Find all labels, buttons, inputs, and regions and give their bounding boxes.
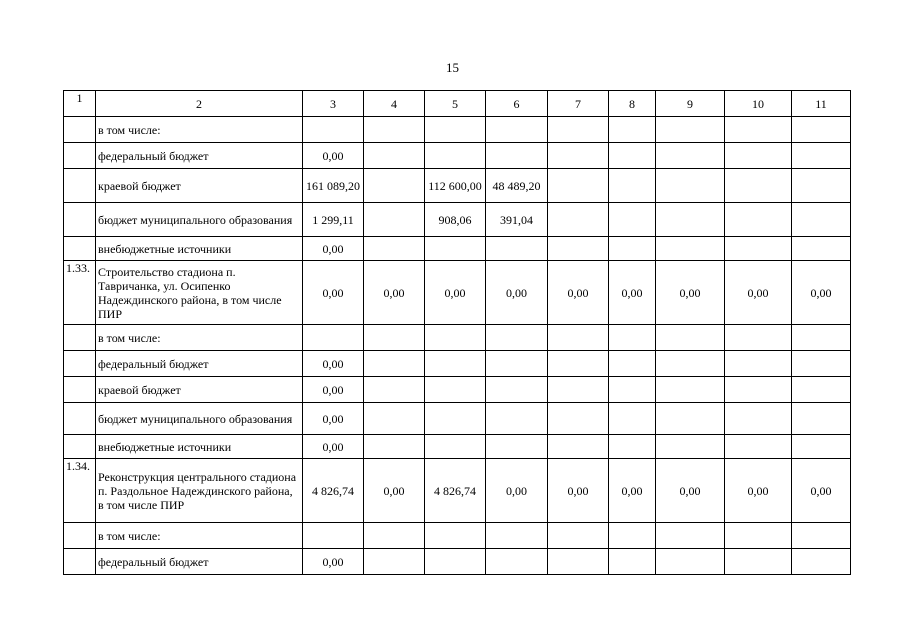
value-cell (792, 549, 851, 575)
table-row (64, 377, 851, 403)
table-row (64, 203, 851, 237)
value-cell (425, 143, 486, 169)
table-header-row (64, 91, 851, 117)
value-cell (792, 325, 851, 351)
row-description-cell: краевой бюджет (96, 377, 303, 403)
value-cell: 4 826,74 (425, 459, 486, 523)
value-cell (725, 435, 792, 459)
value-cell (364, 403, 425, 435)
value-cell: 0,00 (303, 351, 364, 377)
table-row (64, 403, 851, 435)
row-index-cell (64, 237, 96, 261)
row-index-cell (64, 117, 96, 143)
table-body (64, 91, 851, 575)
value-cell (609, 549, 656, 575)
value-cell (364, 117, 425, 143)
table-row (64, 143, 851, 169)
value-cell (425, 435, 486, 459)
row-index-cell (64, 377, 96, 403)
value-cell (486, 549, 548, 575)
row-index-cell: 1.33. (64, 261, 96, 325)
value-cell (548, 549, 609, 575)
value-cell (548, 403, 609, 435)
value-cell (486, 377, 548, 403)
value-cell: 112 600,00 (425, 169, 486, 203)
value-cell (548, 117, 609, 143)
value-cell (792, 351, 851, 377)
value-cell: 0,00 (725, 459, 792, 523)
column-header: 11 (792, 91, 851, 117)
row-description-cell: внебюджетные источники (96, 237, 303, 261)
value-cell (609, 143, 656, 169)
value-cell (548, 169, 609, 203)
value-cell: 391,04 (486, 203, 548, 237)
row-description-cell: Строительство стадиона п. Тавричанка, ул. Осипенко Надеждинского района, в том числе ПИР (96, 261, 303, 325)
value-cell: 0,00 (364, 261, 425, 325)
value-cell (656, 435, 725, 459)
value-cell (656, 169, 725, 203)
value-cell (425, 117, 486, 143)
table-row (64, 435, 851, 459)
budget-table (63, 90, 851, 575)
value-cell (656, 237, 725, 261)
page-number: 15 (446, 60, 459, 75)
value-cell (486, 143, 548, 169)
value-cell (548, 237, 609, 261)
value-cell (548, 377, 609, 403)
value-cell: 0,00 (303, 435, 364, 459)
value-cell (609, 435, 656, 459)
value-cell (725, 169, 792, 203)
value-cell (486, 435, 548, 459)
value-cell (486, 117, 548, 143)
value-cell (486, 325, 548, 351)
value-cell (486, 403, 548, 435)
value-cell: 0,00 (303, 143, 364, 169)
value-cell (792, 169, 851, 203)
value-cell: 0,00 (548, 459, 609, 523)
table-row (64, 523, 851, 549)
value-cell (792, 143, 851, 169)
value-cell: 0,00 (656, 459, 725, 523)
value-cell (656, 403, 725, 435)
value-cell (609, 403, 656, 435)
row-description-cell: федеральный бюджет (96, 351, 303, 377)
value-cell (792, 377, 851, 403)
value-cell: 0,00 (303, 237, 364, 261)
value-cell (656, 351, 725, 377)
value-cell (425, 403, 486, 435)
table-row (64, 169, 851, 203)
column-header: 9 (656, 91, 725, 117)
row-description-cell: в том числе: (96, 523, 303, 549)
value-cell: 0,00 (364, 459, 425, 523)
row-index-cell (64, 403, 96, 435)
column-header: 4 (364, 91, 425, 117)
column-header: 10 (725, 91, 792, 117)
value-cell (548, 203, 609, 237)
value-cell (609, 117, 656, 143)
value-cell (548, 351, 609, 377)
row-description-cell: внебюджетные источники (96, 435, 303, 459)
value-cell (609, 203, 656, 237)
value-cell (725, 117, 792, 143)
value-cell (486, 237, 548, 261)
column-header: 8 (609, 91, 656, 117)
row-description-cell: бюджет муниципального образования (96, 403, 303, 435)
table-row (64, 237, 851, 261)
value-cell (656, 203, 725, 237)
table-row (64, 351, 851, 377)
value-cell (609, 377, 656, 403)
value-cell (425, 377, 486, 403)
value-cell (725, 237, 792, 261)
row-description-cell: федеральный бюджет (96, 549, 303, 575)
row-description-cell: в том числе: (96, 117, 303, 143)
value-cell (725, 143, 792, 169)
value-cell (364, 435, 425, 459)
value-cell (486, 351, 548, 377)
value-cell (609, 351, 656, 377)
column-header: 6 (486, 91, 548, 117)
value-cell (792, 523, 851, 549)
value-cell (792, 117, 851, 143)
value-cell (792, 237, 851, 261)
value-cell (364, 325, 425, 351)
value-cell: 0,00 (303, 377, 364, 403)
value-cell (425, 549, 486, 575)
value-cell (792, 435, 851, 459)
value-cell (548, 435, 609, 459)
value-cell (792, 403, 851, 435)
value-cell: 0,00 (486, 261, 548, 325)
value-cell (609, 169, 656, 203)
value-cell: 0,00 (792, 459, 851, 523)
value-cell (548, 523, 609, 549)
row-index-cell (64, 169, 96, 203)
row-description-cell: краевой бюджет (96, 169, 303, 203)
table-row (64, 325, 851, 351)
row-description-cell: федеральный бюджет (96, 143, 303, 169)
value-cell (609, 523, 656, 549)
value-cell (656, 549, 725, 575)
row-description-cell: бюджет муниципального образования (96, 203, 303, 237)
value-cell (486, 523, 548, 549)
value-cell (364, 549, 425, 575)
value-cell: 4 826,74 (303, 459, 364, 523)
value-cell: 0,00 (425, 261, 486, 325)
row-index-cell (64, 325, 96, 351)
value-cell: 0,00 (548, 261, 609, 325)
value-cell (656, 325, 725, 351)
row-index-cell (64, 435, 96, 459)
value-cell (792, 203, 851, 237)
value-cell (609, 325, 656, 351)
row-description-cell: в том числе: (96, 325, 303, 351)
value-cell (656, 143, 725, 169)
column-header: 1 (64, 91, 96, 117)
value-cell (364, 143, 425, 169)
value-cell (425, 523, 486, 549)
column-header: 3 (303, 91, 364, 117)
value-cell (725, 351, 792, 377)
table-row (64, 549, 851, 575)
value-cell (725, 403, 792, 435)
value-cell: 0,00 (725, 261, 792, 325)
value-cell (364, 523, 425, 549)
value-cell (725, 549, 792, 575)
value-cell: 0,00 (303, 549, 364, 575)
value-cell: 0,00 (303, 261, 364, 325)
value-cell: 908,06 (425, 203, 486, 237)
value-cell (425, 351, 486, 377)
row-index-cell (64, 549, 96, 575)
value-cell: 0,00 (303, 403, 364, 435)
column-header: 2 (96, 91, 303, 117)
value-cell: 0,00 (792, 261, 851, 325)
value-cell (425, 237, 486, 261)
value-cell (364, 351, 425, 377)
value-cell (609, 237, 656, 261)
value-cell (656, 117, 725, 143)
value-cell (364, 203, 425, 237)
value-cell (364, 169, 425, 203)
value-cell (725, 523, 792, 549)
value-cell (725, 203, 792, 237)
value-cell (303, 117, 364, 143)
value-cell (303, 325, 364, 351)
value-cell (364, 377, 425, 403)
row-index-cell: 1.34. (64, 459, 96, 523)
value-cell (725, 377, 792, 403)
value-cell (548, 325, 609, 351)
table-row (64, 459, 851, 523)
value-cell (656, 523, 725, 549)
value-cell (656, 377, 725, 403)
value-cell: 0,00 (656, 261, 725, 325)
table-row (64, 261, 851, 325)
value-cell: 0,00 (609, 459, 656, 523)
value-cell: 161 089,20 (303, 169, 364, 203)
value-cell: 0,00 (486, 459, 548, 523)
value-cell (303, 523, 364, 549)
row-index-cell (64, 143, 96, 169)
column-header: 7 (548, 91, 609, 117)
value-cell (548, 143, 609, 169)
value-cell: 0,00 (609, 261, 656, 325)
value-cell: 1 299,11 (303, 203, 364, 237)
row-index-cell (64, 523, 96, 549)
row-index-cell (64, 203, 96, 237)
row-description-cell: Реконструкция центрального стадиона п. Раздольное Надеждинского района, в том числе ПИР (96, 459, 303, 523)
value-cell (425, 325, 486, 351)
column-header: 5 (425, 91, 486, 117)
table-row (64, 117, 851, 143)
value-cell: 48 489,20 (486, 169, 548, 203)
row-index-cell (64, 351, 96, 377)
value-cell (725, 325, 792, 351)
value-cell (364, 237, 425, 261)
